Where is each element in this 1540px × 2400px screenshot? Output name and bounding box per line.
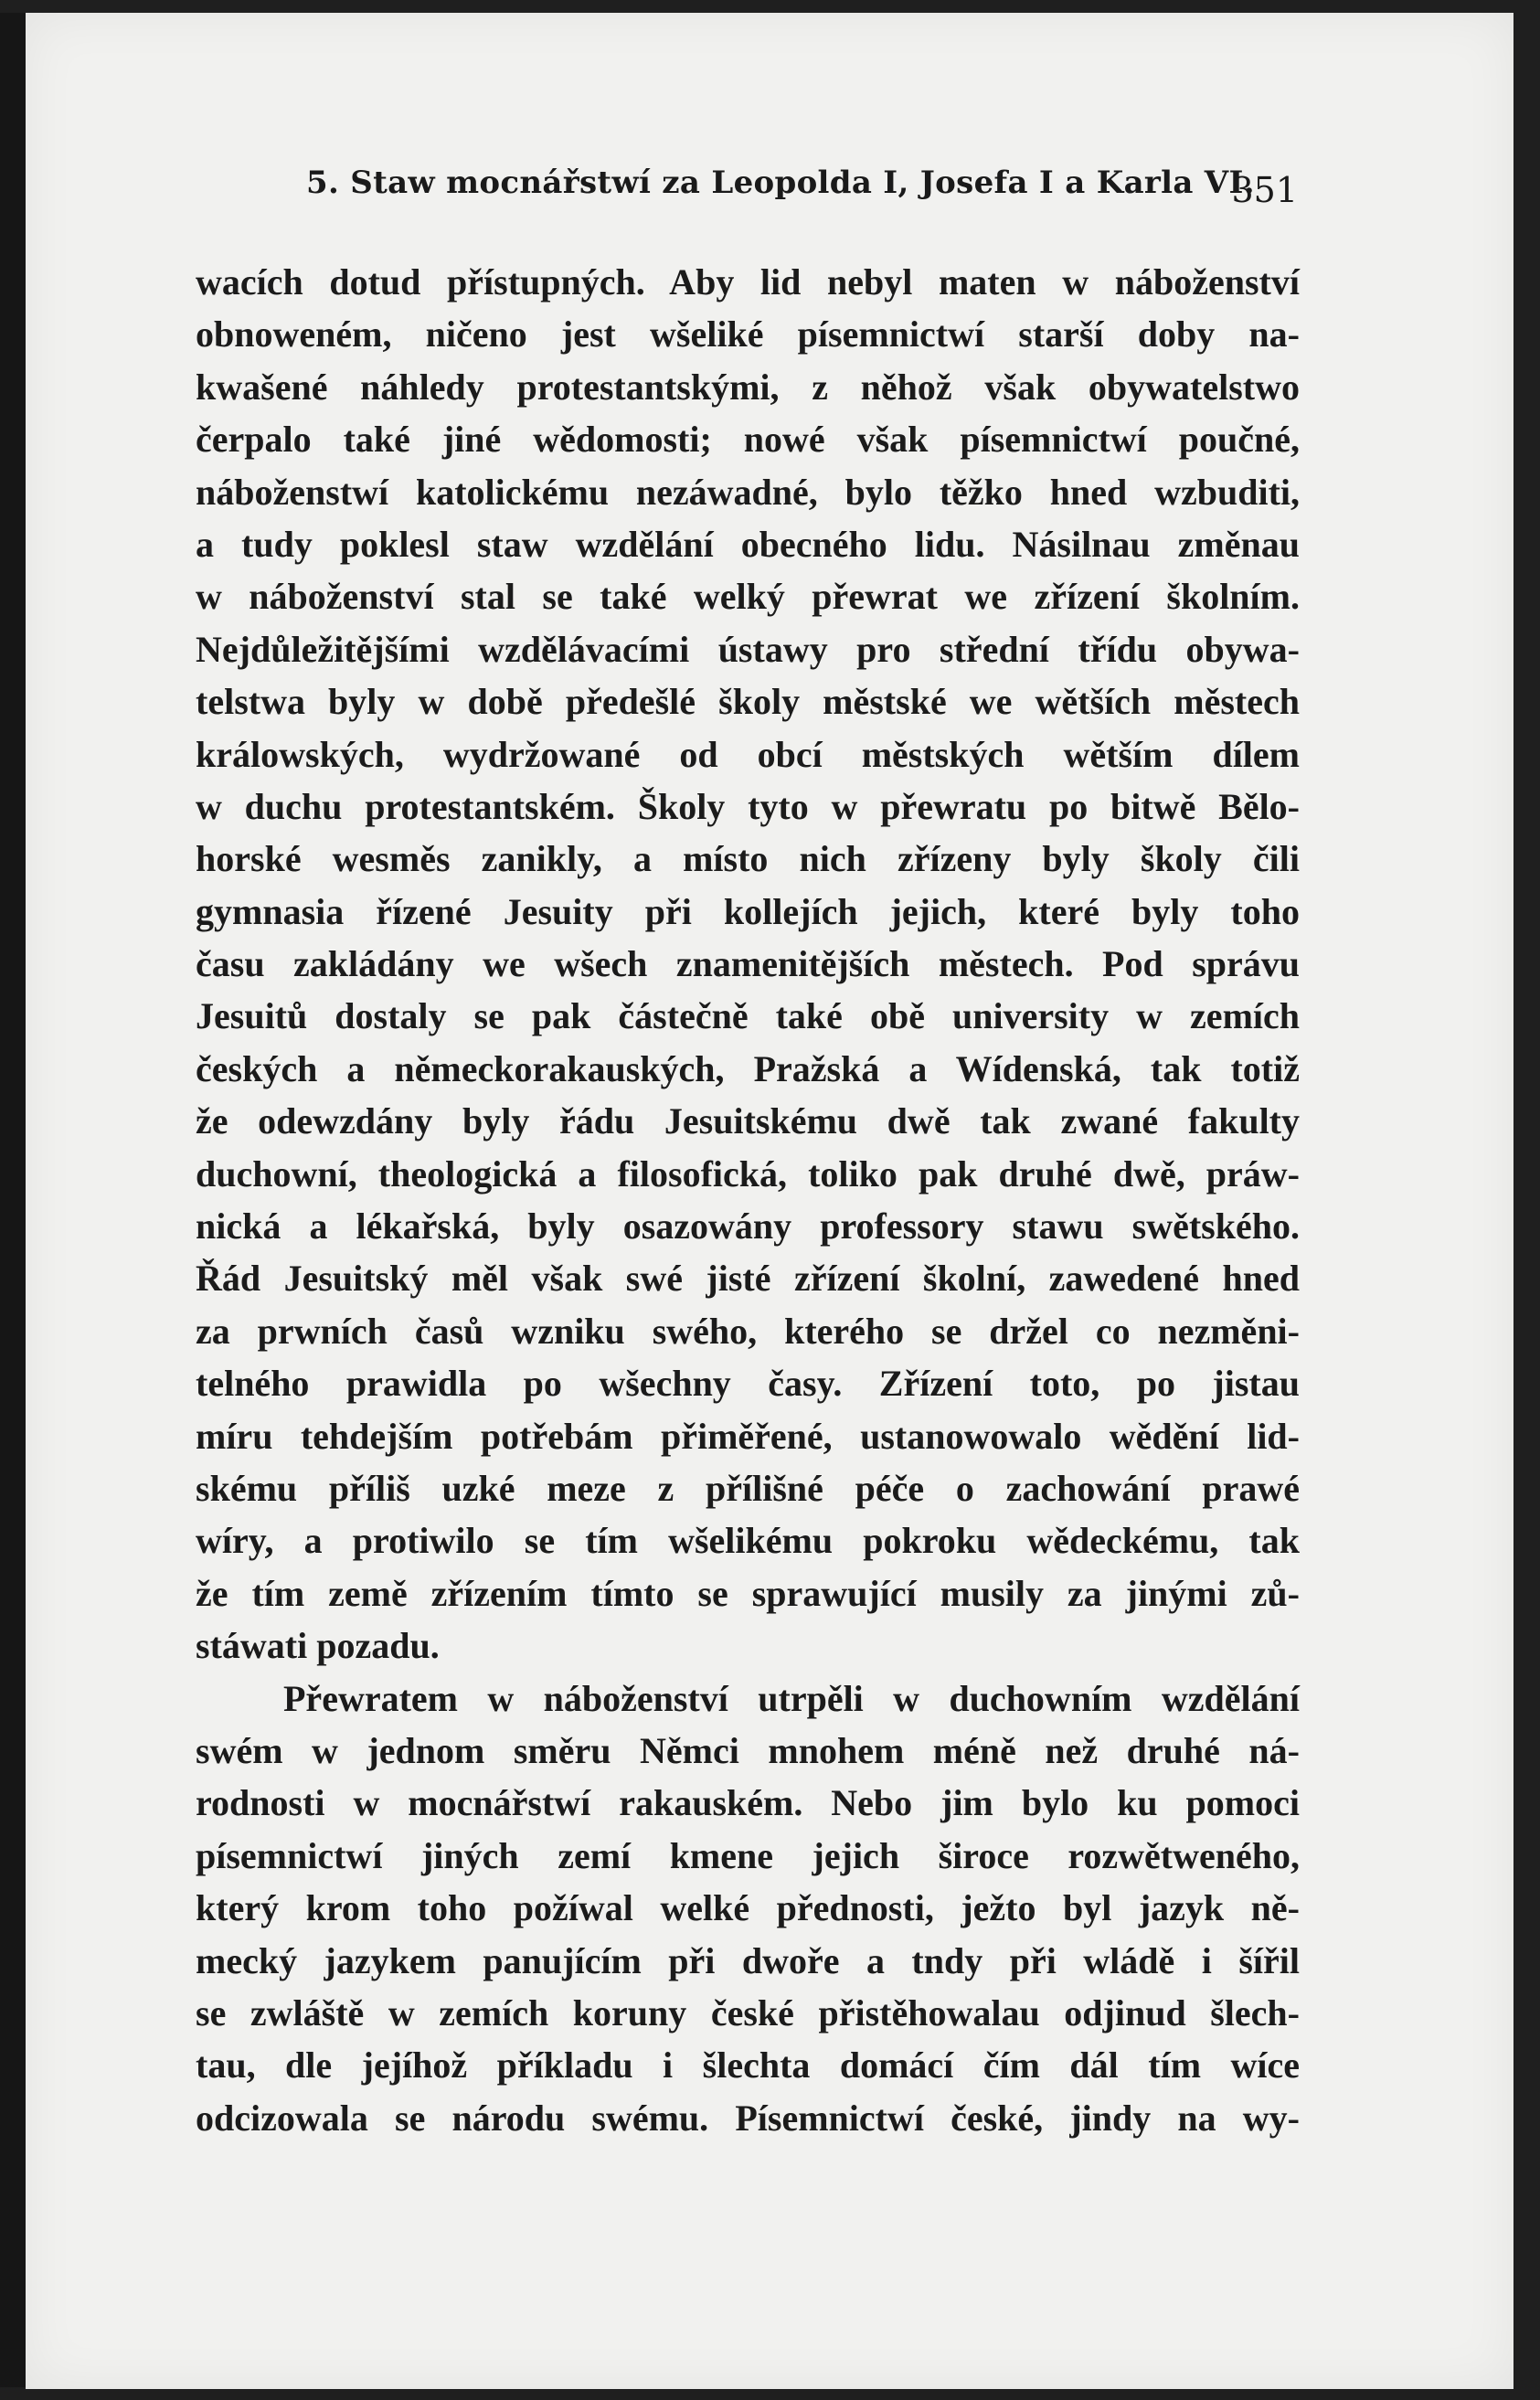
text-line: wacích dotud přístupných. Aby lid nebyl maten w náboženství xyxy=(196,261,1300,303)
text-line: času zakládány we wšech znamenitějších městech. Pod správu xyxy=(196,943,1300,985)
text-line: náboženstwí katolickému nezáwadné, bylo těžko hned wzbuditi, xyxy=(196,471,1300,513)
scan-bottom-border xyxy=(0,2387,1540,2400)
text-line: se zwláště w zemích koruny české přistěhowalau odjinud šlech- xyxy=(196,1991,1300,2034)
text-line: Nejdůležitějšími wzdělávacími ústawy pro střední třídu obywa- xyxy=(196,628,1300,670)
text-line: Řád Jesuitský měl však swé jisté zřízení školní, zawedené hned xyxy=(196,1258,1300,1300)
scan-left-border xyxy=(0,0,27,2400)
text-line: a tudy poklesl staw wzdělání obecného lidu. Násilnau změnau xyxy=(196,523,1300,565)
text-line: wíry, a protiwilo se tím wšelikému pokroku wědeckému, tak xyxy=(196,1520,1300,1562)
text-line: za prwních časů wzniku swého, kterého se držel co nezměni- xyxy=(196,1310,1300,1352)
scan-top-border xyxy=(0,0,1540,13)
text-line: písemnictwí jiných zemí kmene jejich široce rozwětweného, xyxy=(196,1834,1300,1876)
text-line: duchowní, theologická a filosofická, toliko pak druhé dwě, práw- xyxy=(196,1152,1300,1195)
text-line: nická a lékařská, byly osazowány professory stawu swětského. xyxy=(196,1205,1300,1248)
text-line: w duchu protestantském. Školy tyto w přewratu po bitwě Bělo- xyxy=(196,785,1300,827)
text-line: čerpalo také jiné wědomosti; nowé však písemnictwí poučné, xyxy=(196,419,1300,461)
running-title: 5. Staw mocnářstwí za Leopolda I, Josefa I a Karla VI. xyxy=(306,165,1255,201)
text-line: tau, dle jejíhož příkladu i šlechta domácí čím dál tím wíce xyxy=(196,2044,1300,2087)
text-line: obnoweném, ničeno jest wšeliké písemnictwí starší doby na- xyxy=(196,313,1300,356)
text-line: gymnasia řízené Jesuity při kollejích jejich, které byly toho xyxy=(196,890,1300,932)
text-line: odcizowala se národu swému. Písemnictwí české, jindy na wy- xyxy=(196,2097,1300,2139)
text-line: rodnosti w mocnářstwí rakauském. Nebo jim bylo ku pomoci xyxy=(196,1782,1300,1824)
text-line: swém w jednom směru Němci mnohem méně než druhé ná- xyxy=(196,1729,1300,1771)
text-line: mecký jazykem panujícím při dwoře a tndy při wládě i šířil xyxy=(196,1939,1300,1981)
text-line: českých a německorakauských, Pražská a Wídenská, tak totiž xyxy=(196,1047,1300,1089)
scan-right-border xyxy=(1513,0,1540,2400)
text-line: telstwa byly w době předešlé školy městské we wětších městech xyxy=(196,681,1300,723)
text-line: který krom toho požíwal welké přednosti, ježto byl jazyk ně- xyxy=(196,1887,1300,1929)
text-line: Jesuitů dostaly se pak částečně také obě university w zemích xyxy=(196,995,1300,1037)
paragraph-start-line: Přewratem w náboženství utrpěli w duchowním wzdělání xyxy=(283,1677,1300,1719)
page-number: 351 xyxy=(1231,170,1298,210)
text-line: míru tehdejším potřebám přiměřené, ustanowowalo wědění lid- xyxy=(196,1415,1300,1457)
text-line: králowských, wydržowané od obcí městských wětším dílem xyxy=(196,733,1300,775)
text-line: horské wesměs zanikly, a místo nich zřízeny byly školy čili xyxy=(196,838,1300,880)
text-line: w náboženství stal se také welký přewrat we zřízení školním. xyxy=(196,576,1300,618)
text-line: kwašené náhledy protestantskými, z něhož však obywatelstwo xyxy=(196,366,1300,408)
paragraph-end-line: stáwati pozadu. xyxy=(196,1625,440,1667)
text-line: skému příliš uzké meze z přílišné péče o zachowání prawé xyxy=(196,1467,1300,1509)
text-line: že odewzdány byly řádu Jesuitskému dwě tak zwané fakulty xyxy=(196,1100,1300,1142)
text-line: že tím země zřízením tímto se sprawující musily za jinými zů- xyxy=(196,1572,1300,1614)
body-text xyxy=(196,256,1300,2144)
text-line: telného prawidla po wšechny časy. Zřízení toto, po jistau xyxy=(196,1363,1300,1405)
